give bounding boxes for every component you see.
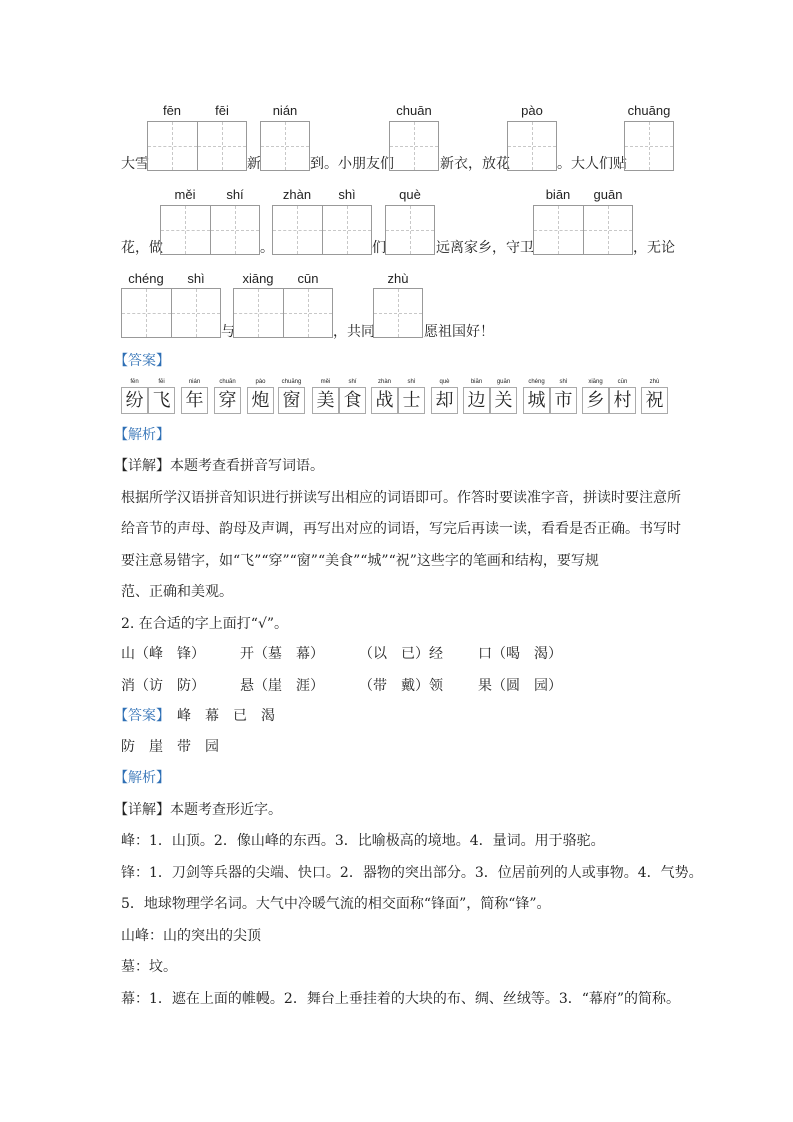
text-segment: 们 xyxy=(372,240,386,256)
definition-line: 锋：1．刀剑等兵器的尖端、快口。2．器物的突出部分。3．位居前列的人或事物。4．气势。 xyxy=(121,865,703,881)
pinyin-chuang: chuāng xyxy=(627,103,671,118)
answer-char: 关 xyxy=(490,387,517,414)
writing-grid-xiangcun[interactable] xyxy=(233,288,333,338)
analysis-label: 【解析】 xyxy=(114,427,170,443)
writing-grid-zhanshi[interactable] xyxy=(272,205,372,255)
writing-grid-nian[interactable] xyxy=(260,121,310,171)
answer-char: 城 xyxy=(523,387,550,414)
explanation-line: 要注意易错字，如“飞”“穿”“窗”“美食”“城”“祝”这些字的笔画和结构，要写规 xyxy=(121,553,599,569)
answer-char: 纷 xyxy=(121,387,148,414)
question-2: 2. 在合适的字上面打“√”。 xyxy=(121,616,289,632)
answer-char: 祝 xyxy=(641,387,668,414)
text-segment: 。大人们贴 xyxy=(557,156,627,172)
option-group[interactable]: 果（圆 园） xyxy=(478,678,562,694)
text-segment: 花，做 xyxy=(121,240,163,256)
writing-grid-chengshi[interactable] xyxy=(121,288,221,338)
analysis-label: 【解析】 xyxy=(114,770,170,786)
pinyin-fen: fēn xyxy=(162,103,182,118)
pinyin-shi: shì xyxy=(338,187,356,202)
text-segment: 到。小朋友们 xyxy=(310,156,394,172)
pinyin-cheng: chéng xyxy=(128,271,164,286)
definition-line: 5．地球物理学名词。大气中冷暖气流的相交面称“锋面”，简称“锋”。 xyxy=(121,896,551,912)
answer-char: 士 xyxy=(398,387,425,414)
answer-label: 【答案】 xyxy=(114,353,170,369)
explanation-line: 给音节的声母、韵母及声调，再写出对应的词语，写完后再读一读，看看是否正确。书写时 xyxy=(121,521,681,537)
option-group[interactable]: 山（峰 锋） xyxy=(121,646,205,662)
text-segment: 与 xyxy=(221,324,235,340)
answer-char: 战 xyxy=(371,387,398,414)
answer-label: 【答案】 xyxy=(114,708,170,724)
pinyin-nian: nián xyxy=(272,103,298,118)
option-group[interactable]: （以 已）经 xyxy=(359,646,443,662)
answer-char: 市 xyxy=(550,387,577,414)
text-segment: ，共同 xyxy=(333,324,375,340)
writing-grid-bianguan[interactable] xyxy=(533,205,633,255)
text-segment: 。 xyxy=(260,240,274,256)
option-group[interactable]: （带 戴）领 xyxy=(359,678,443,694)
writing-grid-chuang[interactable] xyxy=(624,121,674,171)
definition-line: 山峰：山的突出的尖顶 xyxy=(121,928,261,944)
answer-char: 村 xyxy=(609,387,636,414)
option-group[interactable]: 开（墓 幕） xyxy=(240,646,324,662)
pinyin-zhu: zhù xyxy=(387,271,409,286)
text-segment: 远离家乡，守卫 xyxy=(436,240,534,256)
pinyin-chuan: chuān xyxy=(396,103,432,118)
pinyin-shi: shí xyxy=(226,187,244,202)
answer-char: 窗 xyxy=(278,387,305,414)
text-segment: 大雪 xyxy=(121,156,149,172)
answer-char: 边 xyxy=(463,387,490,414)
pinyin-pao: pào xyxy=(521,103,543,118)
pinyin-shi: shì xyxy=(187,271,205,286)
detail-line: 【详解】本题考查形近字。 xyxy=(114,802,282,818)
explanation-line: 范、正确和美观。 xyxy=(121,584,233,600)
pinyin-bian: biān xyxy=(545,187,571,202)
pinyin-fei: fēi xyxy=(215,103,229,118)
answer-char: 炮 xyxy=(247,387,274,414)
explanation-line: 根据所学汉语拼音知识进行拼读写出相应的词语即可。作答时要读准字音，拼读时要注意所 xyxy=(121,490,681,506)
definition-line: 墓：坟。 xyxy=(121,959,177,975)
definition-line: 峰：1．山顶。2．像山峰的东西。3．比喻极高的境地。4．量词。用于骆驼。 xyxy=(121,833,605,849)
pinyin-guan: guān xyxy=(593,187,623,202)
writing-grid-meishi[interactable] xyxy=(160,205,260,255)
definition-line: 幕：1．遮在上面的帷幔。2．舞台上垂挂着的大块的布、绸、丝绒等。3．“幕府”的简称。 xyxy=(121,991,681,1007)
writing-grid-fenfei[interactable] xyxy=(147,121,247,171)
pinyin-xiang: xiāng xyxy=(242,271,274,286)
option-group[interactable]: 口（喝 渴） xyxy=(478,646,562,662)
option-group[interactable]: 悬（崖 涯） xyxy=(240,678,324,694)
writing-grid-que[interactable] xyxy=(385,205,435,255)
answer-char: 却 xyxy=(431,387,458,414)
text-segment: 愿祖国好！ xyxy=(424,324,494,340)
text-segment: 新衣，放花 xyxy=(440,156,510,172)
answer-char: 穿 xyxy=(214,387,241,414)
answer-line: 峰 幕 已 渴 xyxy=(177,708,275,724)
option-group[interactable]: 消（访 防） xyxy=(121,678,205,694)
answer-char: 年 xyxy=(181,387,208,414)
text-segment: ，无论 xyxy=(633,240,675,256)
answer-char: 乡 xyxy=(582,387,609,414)
pinyin-mei: měi xyxy=(174,187,196,202)
writing-grid-chuan[interactable] xyxy=(389,121,439,171)
pinyin-zhan: zhàn xyxy=(282,187,312,202)
writing-grid-pao[interactable] xyxy=(507,121,557,171)
detail-line: 【详解】本题考查看拼音写词语。 xyxy=(114,458,324,474)
answer-char: 食 xyxy=(339,387,366,414)
writing-grid-zhu[interactable] xyxy=(373,288,423,338)
answer-line: 防 崖 带 园 xyxy=(121,739,219,755)
pinyin-que: què xyxy=(399,187,421,202)
text-segment: 新 xyxy=(247,156,261,172)
pinyin-cun: cūn xyxy=(297,271,319,286)
answer-char: 飞 xyxy=(148,387,175,414)
answer-char: 美 xyxy=(312,387,339,414)
